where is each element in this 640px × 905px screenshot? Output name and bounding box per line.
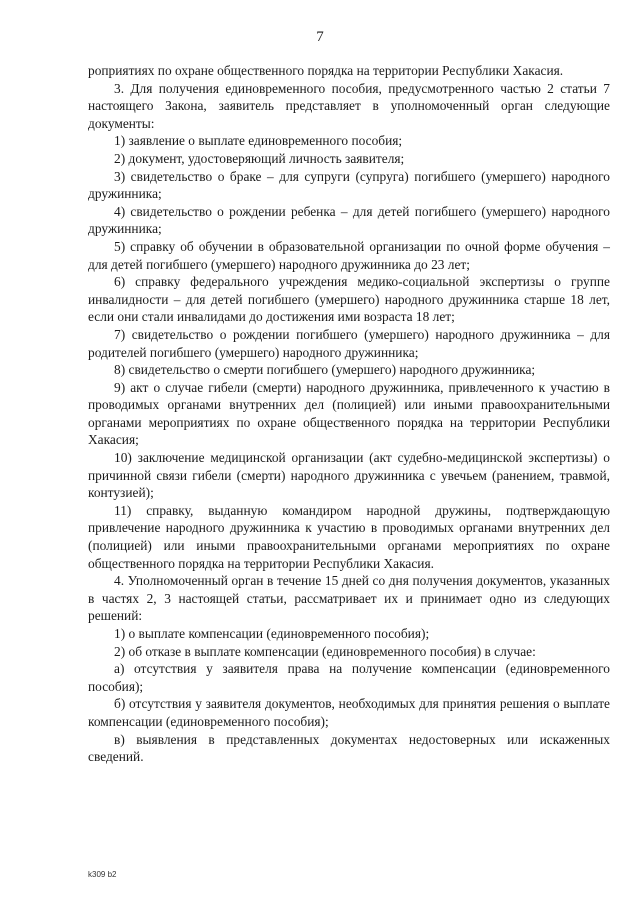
list-item: 8) свидетельство о смерти погибшего (умершего) народного дружинника;	[114, 362, 536, 378]
list-item: 6) справку федерального учреждения медико-социальной экспертизы о группе инвалидности – для детей погибшего (умершего) народного дружинника старше 18 лет, если они стали инвалидами до достижения ими возраста 18 лет;	[88, 274, 610, 325]
paragraph: роприятиях по охране общественного порядка на территории Республики Хакасия.	[88, 63, 564, 78]
footer-document-code: k309 b2	[88, 870, 117, 879]
list-item: 9) акт о случае гибели (смерти) народного дружинника, привлеченного к участию в проводимых органами внутренних дел (полицией) или иными правоохранительными органами мероприятиях по охране общественного порядка на территории Республики Хакасия;	[88, 379, 610, 448]
list-item: 4) свидетельство о рождении ребенка – для детей погибшего (умершего) народного дружинника;	[88, 203, 610, 237]
sub-list-item: в) выявления в представленных документах недостоверных или искаженных сведений.	[88, 731, 610, 765]
list-item: 7) свидетельство о рождении погибшего (умершего) народного дружинника – для родителей погибшего (умершего) народного дружинника;	[88, 326, 610, 360]
list-item: 11) справку, выданную командиром народной дружины, подтверждающую привлечение народного дружинника к участию в проводимых органами внутренних дел (полицией) или иными правоохранительными органами мероприятиях по охране общественного порядка на территории Республики Хакасия.	[88, 502, 610, 571]
sub-list-item: б) отсутствия у заявителя документов, необходимых для принятия решения о выплате компенсации (единовременного пособия);	[88, 696, 610, 729]
list-item: 2) об отказе в выплате компенсации (единовременного пособия) в случае:	[114, 643, 536, 659]
paragraph: 4. Уполномоченный орган в течение 15 дней со дня получения документов, указанных в частях 2, 3 настоящей статьи, рассматривает их и принимает одно из следующих решений:	[88, 573, 610, 624]
list-item: 1) о выплате компенсации (единовременного пособия);	[114, 626, 430, 641]
sub-list-item: а) отсутствия у заявителя права на получение компенсации (единовременного пособия);	[88, 661, 610, 694]
list-item: 1) заявление о выплате единовременного пособия;	[114, 133, 403, 149]
list-item: 2) документ, удостоверяющий личность заявителя;	[114, 150, 405, 166]
document-body	[88, 62, 610, 766]
page-number: 7	[316, 29, 324, 45]
list-item: 10) заключение медицинской организации (акт судебно-медицинской экспертизы) о причинной связи гибели (смерти) народного дружинника с увечьем (ранением, травмой, контузией);	[88, 450, 610, 501]
list-item: 5) справку об обучении в образовательной организации по очной форме обучения – для детей погибшего (умершего) народного дружинника до 23 лет;	[88, 238, 610, 272]
paragraph: 3. Для получения единовременного пособия, предусмотренного частью 2 статьи 7 настоящего Закона, заявитель представляет в уполномоченный орган следующие документы:	[88, 80, 610, 131]
list-item: 3) свидетельство о браке – для супруги (супруга) погибшего (умершего) народного дружинника;	[88, 168, 610, 202]
